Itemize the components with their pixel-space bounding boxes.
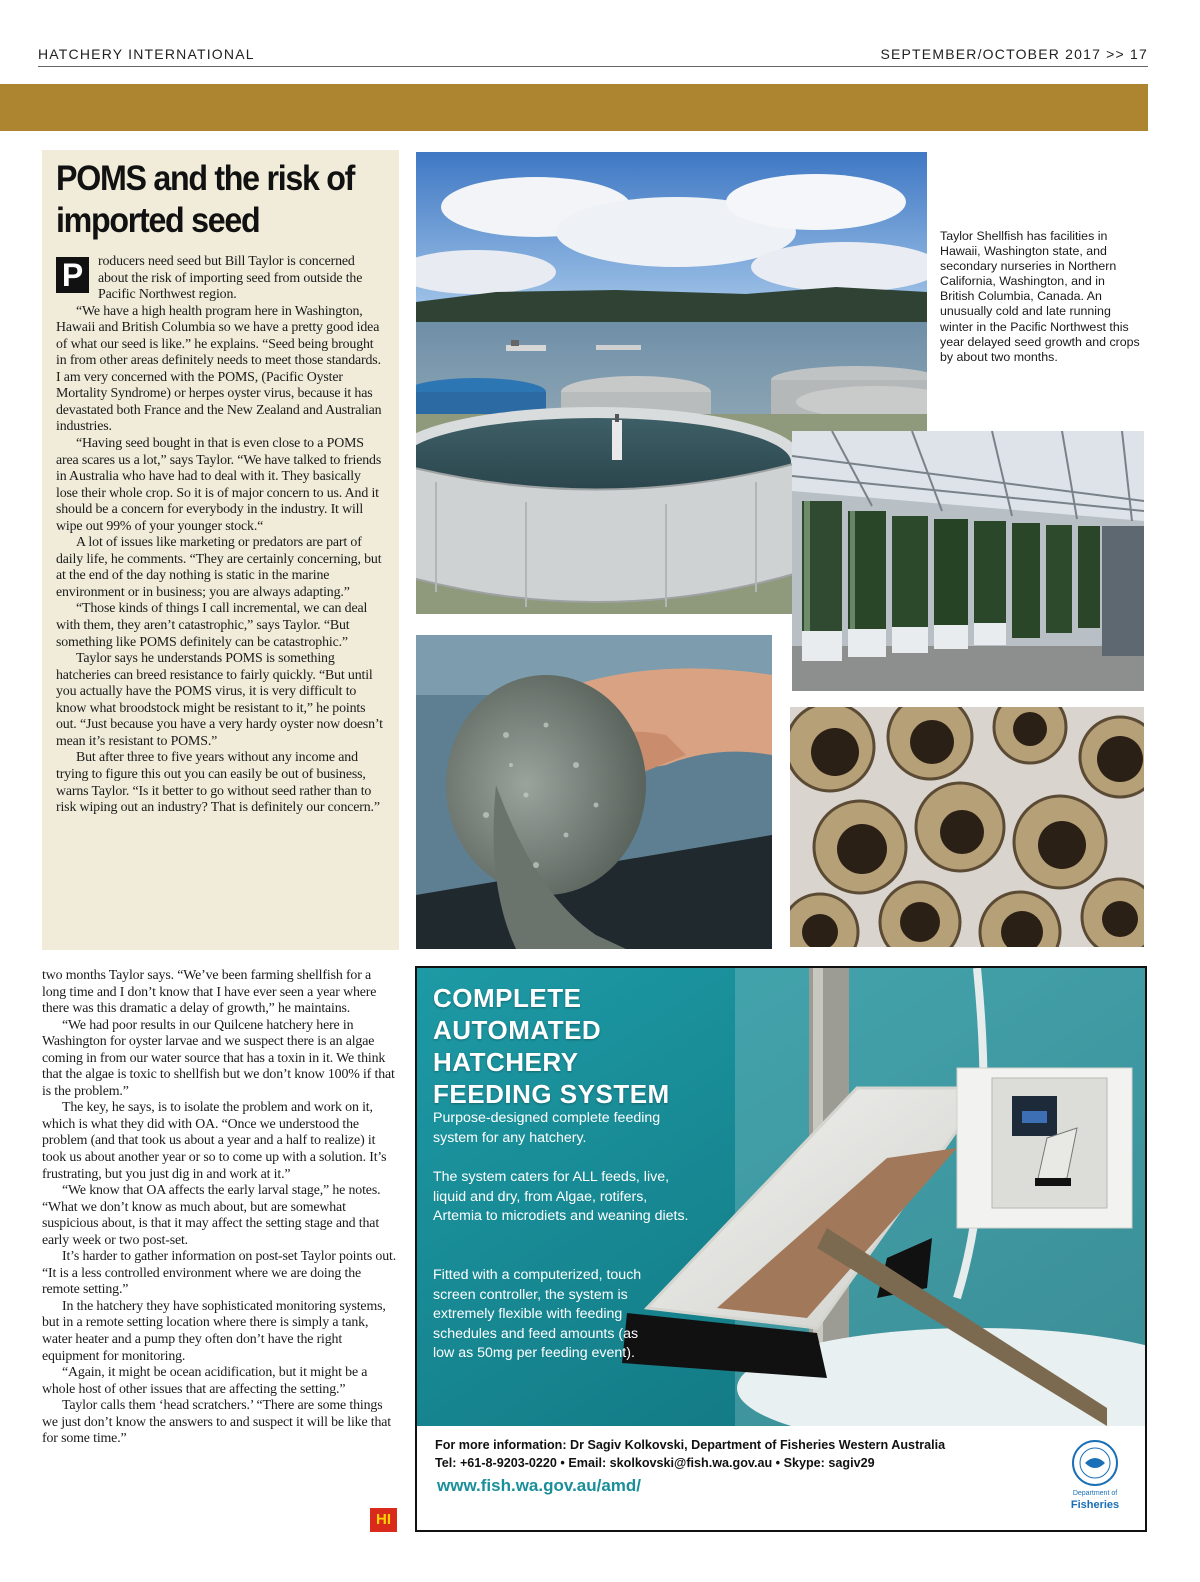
fisheries-logo: [1057, 1438, 1133, 1518]
ad-headline-line: FEEDING SYSTEM: [433, 1079, 670, 1109]
sidebar-title: POMS and the risk of imported seed: [56, 159, 355, 240]
photo-algae-culture: [792, 431, 1144, 691]
issue-and-page: SEPTEMBER/OCTOBER 2017 >> 17: [880, 46, 1148, 62]
article-paragraph: The key, he says, is to isolate the problem and work on it, which is what they did with OA. “Once we understood the problem (and that took us about a year and a half to realize) it took us about another year or so to come up with a solution. It’s frustrating, but you just dig in and work at it.”: [42, 1100, 387, 1182]
ad-website-link[interactable]: www.fish.wa.gov.au/amd/: [437, 1476, 642, 1495]
ad-contact: [435, 1436, 1055, 1472]
photo-caption: Taylor Shellfish has facilities in Hawaii, Washington state, and secondary nurseries in Northern California, Washington, and in British Columbia, Canada. An unusually cold and late running winter in the Pacific Northwest this year delayed seed growth and crops by about two months.: [940, 229, 1140, 364]
sidebar-first-paragraph: [56, 254, 385, 304]
sidebar-body: [56, 254, 385, 817]
end-mark-logo: HI: [370, 1508, 397, 1532]
ad-contact-line[interactable]: Tel: +61-8-9203-0220 • Email: skolkovski@fish.wa.gov.au • Skype: sagiv29: [435, 1456, 875, 1470]
ad-headline: [433, 982, 753, 1110]
article-paragraph: In the hatchery they have sophisticated monitoring systems, but in a remote setting location where there is simply a tank, water heater and a pump they often don’t have the right equipment for monitoring.: [42, 1298, 386, 1364]
publication-name: HATCHERY INTERNATIONAL: [38, 46, 255, 62]
sidebar-paragraph: A lot of issues like marketing or predators are part of daily life, he comments. “They are certainly concerning, but at the end of the day nothing is static in the marine environment or in business; you are always adapting.”: [56, 535, 382, 600]
first-paragraph-text: roducers need seed but Bill Taylor is concerned about the risk of importing seed from outside the Pacific Northwest region.: [98, 254, 363, 303]
article-paragraph: Taylor calls them ‘head scratchers.’ “There are some things we just don’t know the answers to and suspect it will be like that for some time.”: [42, 1398, 392, 1447]
sidebar-paragraph: But after three to five years without any income and trying to figure this out you can easily be out of business, warns Taylor. “Is it better to go without seed rather than to risk wiping out an industry? That is definitely our concern.”: [56, 750, 380, 816]
ad-body-feeds: The system caters for ALL feeds, live, liquid and dry, from Algae, rotifers, Artemia to microdiets and weaning diets.: [433, 1169, 689, 1225]
sidebar-paragraph: “We have a high health program here in Washington, Hawaii and British Columbia so we have a pretty good idea of what our seed is like.” he explains. “Seed being brought in from other areas definitely needs to meet those standards. I am very concerned with the POMS, (Pacific Oyster Mortality Syndrome) or herpes oyster virus, because it has devastated both France and the New Zealand and Australian industries.: [56, 303, 382, 435]
section-band: [0, 84, 1148, 131]
photo-oyster-larvae: [790, 707, 1144, 947]
article-paragraph: “Again, it might be ocean acidification, but it might be a whole host of other issues that are affecting the setting.”: [42, 1365, 368, 1397]
ad-image-panel: [417, 968, 1145, 1426]
ad-headline-line: COMPLETE: [433, 983, 582, 1013]
ad-headline-line: AUTOMATED: [433, 1015, 602, 1045]
advertisement[interactable]: [415, 966, 1147, 1532]
article-paragraph: It’s harder to gather information on post-set Taylor points out. “It is a less controlled environment where we are doing the remote setting.”: [42, 1249, 397, 1298]
article-paragraph: two months Taylor says. “We’ve been farming shellfish for a long time and I don’t know that I have ever seen a year where there was this dramatic a delay of growth,” he maintains.: [42, 968, 377, 1017]
header-rule: [38, 66, 1148, 67]
sidebar-paragraph: “Those kinds of things I call incremental, we can deal with them, they aren’t catastrophic,” says Taylor. “But something like POMS definitely can be catastrophic.”: [56, 601, 368, 650]
logo-big-text: Fisheries: [1070, 1499, 1120, 1511]
logo-small-text: Department of: [1072, 1490, 1118, 1497]
drop-cap: P: [56, 257, 89, 293]
photo-oyster-seed-hand: [416, 635, 772, 949]
sidebar-paragraph: “Having seed bought in that is even close to a POMS area scares us a lot,” says Taylor. “We have talked to friends in Australia who have had to deal with it. They basically lose their whole crop. So it is of major concern to us. And it should be a concern for everybody in the industry. It will wipe out 99% of your younger stock.“: [56, 436, 382, 534]
ad-headline-line: HATCHERY: [433, 1047, 579, 1077]
ad-contact-line: For more information: Dr Sagiv Kolkovski, Department of Fisheries Western Australia: [435, 1438, 946, 1452]
article-paragraph: “We had poor results in our Quilcene hatchery here in Washington for oyster larvae and we suspect there is an algae coming in from our water source that has a toxin in it. We think that the algae is toxic to shellfish but we don’t know 100% if that is the problem.”: [42, 1017, 395, 1099]
ad-body-controller: Fitted with a computerized, touch screen controller, the system is extremely flexible with feeding schedules and feed amounts (as low as 50mg per feeding event).: [433, 1267, 642, 1362]
sidebar-paragraph: Taylor says he understands POMS is something hatcheries can breed resistance to fairly quickly. “But until you actually have the POMS virus, it is very difficult to know what broodstock might be resistant to it,” he points out. “Just because you have a very hardy oyster now doesn’t mean it’s resistant to POMS.”: [56, 651, 383, 749]
article-paragraph: “We know that OA affects the early larval stage,” he notes. “What we don’t know as much about, but are somewhat suspicious about, is that it may affect the setting stage and that early week or two post-set.: [42, 1183, 381, 1248]
ad-tagline: Purpose-designed complete feeding system for any hatchery.: [433, 1110, 661, 1146]
article-column: [42, 968, 398, 1448]
sidebar-box: [42, 150, 399, 950]
